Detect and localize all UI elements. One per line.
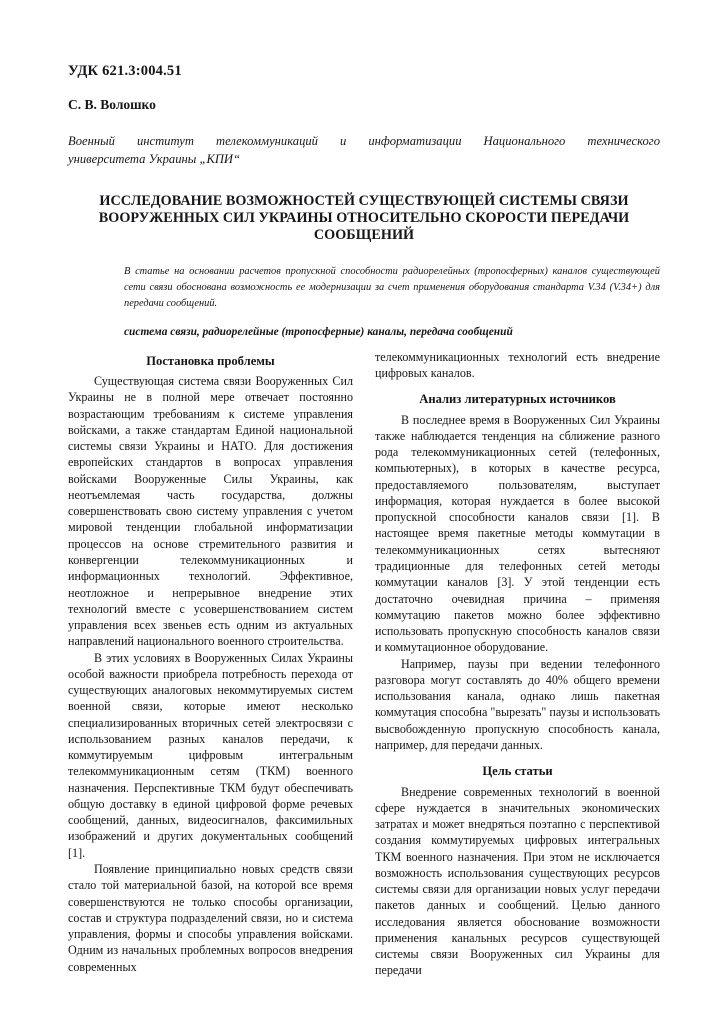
title-line-3: СООБЩЕНИЙ — [313, 227, 415, 244]
paragraph: В этих условиях в Вооруженных Силах Украины особой важности приобрела потребность перехода от существующих аналоговых некоммутируемых систем военной связи, которые имеют несколько специализированных вторичных сетей электросвязи с использованием разных каналов передачи, к коммутируемым цифровым интегральным телекоммуникационным сетям (ТКМ) военного назначения. Перспективные ТКМ будут обеспечивать общую доставку в единой цифровой форме речевых сообщений, данных, видеосигналов, факсимильных изображений и других документальных сообщений [1]. — [68, 650, 353, 860]
section-heading-problem: Постановка проблемы — [146, 353, 275, 368]
title-line-1: ИССЛЕДОВАНИЕ ВОЗМОЖНОСТЕЙ СУЩЕСТВУЮЩЕЙ СИСТЕМЫ СВЯЗИ — [99, 192, 629, 209]
paragraph: Например, паузы при ведении телефонного разговора могут составлять до 40% общего времени использования канала, однако лишь пакетная коммутация способна "вырезать" паузы и использовать высвобожденную пропускную способность канала, например, для передачи данных. — [375, 656, 660, 752]
affiliation — [68, 133, 660, 169]
abstract: В статье на основании расчетов пропускной способности радиорелейных (тропосферных) каналов существующей сети связи обоснована возможность ее модернизации за счет применения оборудования стандарта V.34 (V.34+) для передачи сообщений. — [124, 266, 660, 309]
title-line-2: ВООРУЖЕННЫХ СИЛ УКРАИНЫ ОТНОСИТЕЛЬНО СКОРОСТИ ПЕРЕДАЧИ — [98, 209, 630, 226]
paragraph: Внедрение современных технологий в военной сфере нуждается в значительных экономических затратах и может внедряться поэтапно с перспективой создания коммутируемых цифровых интегральных ТКМ военного назначения. При этом не исключается возможность использования существующих ресурсов системы связи для организации новых услуг передачи пакетов данных и сообщений. Целью данного исследования является обоснование возможности применения канальных ресурсов существующей системы связи Вооруженных сил Украины для передачи — [375, 784, 660, 978]
section-heading-goal: Цель статьи — [482, 764, 553, 779]
author-name: С. В. Волошко — [68, 96, 156, 112]
right-column — [375, 349, 660, 979]
keywords: система связи, радиорелейные (тропосферные) каналы, передача сообщений — [124, 326, 513, 339]
page-title — [68, 193, 660, 245]
paragraph: В последнее время в Вооруженных Сил Украины также наблюдается тенденция на сближение разного рода телекоммуникационных сетей (телефонных, компьютерных), в которых в качестве ресурса, предоставляемого пользователям, выступает информация, которая нуждается в более высокой пропускной способности каналов связи [1]. В настоящее время пакетные методы коммутации в телекоммуникационных сетях вытесняют традиционные для телефонных сетей методы коммутации каналов [3]. У этой тенденции есть достаточно очевидная причина – применяя коммутацию пакетов можно более эффективно использовать пропускную способность каналов связи и коммутационное оборудование. — [375, 412, 660, 655]
paragraph: телекоммуникационных технологий есть внедрение цифровых каналов. — [375, 349, 660, 380]
affiliation-line-1: Военный институт телекоммуникаций и информатизации Национального технического — [68, 133, 660, 148]
body-columns — [68, 349, 660, 979]
page-content — [68, 64, 660, 979]
paragraph: Существующая система связи Вооруженных Сил Украины не в полной мере отвечает постоянно возрастающим требованиям к системе управления войсками, а также стандартам Единой национальной системы связи Украины и НАТО. Для достижения европейских стандартов в вопросах управления войсками Вооруженные Силы Украины, как неотъемлемая часть государства, должны совершенствовать свою систему управления с учетом мировой тенденции глобальной информатизации процессов на основе стремительного развития и конвергенции телекоммуникационных и информационных технологий. Эффективное, неотложное и непрерывное внедрение этих технологий вместе с усовершенствованием систем управления всех звеньев есть одним из актуальных направлений национального военного строительства. — [68, 374, 353, 649]
paragraph: Появление принципиально новых средств связи стало той материальной базой, на которой все время совершенствуются не только способы организации, состав и структура подразделений связи, но и система управления, формы и способы управления войсками. Одним из начальных проблемных вопросов внедрения современных — [68, 862, 353, 974]
left-column — [68, 349, 353, 975]
affiliation-line-2: университета Украины „КПИ“ — [68, 151, 241, 166]
section-heading-analysis: Анализ литературных источников — [419, 392, 616, 407]
udk-code: УДК 621.3:004.51 — [68, 63, 182, 79]
